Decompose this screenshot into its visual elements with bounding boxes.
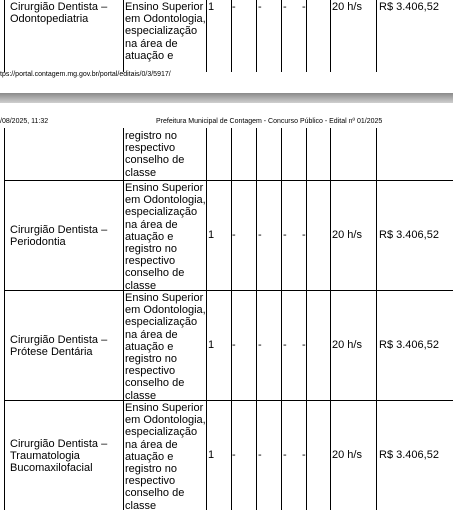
table-column-border	[123, 128, 124, 181]
escolaridade-cell	[125, 182, 210, 292]
vagas-cell: 1	[208, 449, 215, 461]
table-row	[0, 181, 453, 291]
escolaridade-cell	[125, 1, 210, 62]
cargo-cell	[10, 438, 122, 475]
table-column-border	[256, 0, 257, 72]
dash-cell: -	[283, 1, 287, 13]
table-column-border	[330, 128, 331, 181]
dash-cell: -	[302, 449, 306, 461]
table-column-border	[281, 128, 282, 181]
escolaridade-line: registro no	[125, 353, 177, 366]
escolaridade-line: conselho de	[125, 267, 185, 280]
table-column-border	[376, 401, 377, 510]
table-column-border	[376, 128, 377, 181]
escolaridade-line: atuação e	[125, 230, 174, 243]
dash-cell: -	[258, 1, 262, 13]
table-column-border	[376, 291, 377, 401]
escolaridade-line: conselho de	[125, 154, 185, 167]
table-column-border	[4, 291, 5, 401]
table-column-border	[123, 401, 124, 510]
escolaridade-line: na área de	[125, 328, 178, 341]
pdf-page-top	[0, 0, 453, 80]
cargo-line: Cirurgião Dentista –	[10, 334, 108, 346]
escolaridade-line: atuação e	[125, 49, 174, 62]
cargo-line: Periodontia	[10, 236, 66, 249]
dash-cell: -	[302, 229, 306, 241]
table-column-border	[123, 0, 124, 72]
cargo-line: Bucomaxilofacial	[10, 462, 93, 475]
vagas-cell: 1	[208, 339, 215, 351]
table-column-border	[306, 128, 307, 181]
carga-horaria-cell: 20 h/s	[332, 339, 362, 351]
carga-horaria-cell: 20 h/s	[332, 449, 362, 461]
table-column-border	[4, 128, 5, 181]
escolaridade-line: respectivo	[125, 475, 176, 488]
escolaridade-line: especialização	[125, 316, 198, 329]
escolaridade-line: atuação e	[125, 340, 174, 353]
table-column-border	[306, 181, 307, 291]
table-column-border	[330, 401, 331, 510]
footer-url: tps://portal.contagem.mg.gov.br/portal/editais/0/3/5917/	[0, 71, 171, 78]
escolaridade-line: respectivo	[125, 365, 176, 378]
escolaridade-line: em Odontologia,	[125, 13, 206, 26]
table-column-border	[123, 181, 124, 291]
table-column-border	[4, 0, 5, 72]
table-column-border	[330, 291, 331, 401]
dash-cell: -	[258, 449, 262, 461]
dash-cell: -	[258, 339, 262, 351]
escolaridade-line: registro no	[125, 463, 177, 476]
dash-cell: -	[232, 339, 236, 351]
escolaridade-line: respectivo	[125, 255, 176, 268]
table-column-border	[256, 181, 257, 291]
cargo-cell	[10, 1, 122, 25]
salario-cell: R$ 3.406,52	[379, 449, 439, 461]
escolaridade-line: especialização	[125, 426, 198, 439]
escolaridade-line: em Odontologia,	[125, 194, 206, 207]
table-column-border	[123, 291, 124, 401]
escolaridade-cell	[125, 292, 210, 402]
escolaridade-line: registro no	[125, 243, 177, 256]
dash-cell: -	[232, 1, 236, 13]
escolaridade-line: atuação e	[125, 450, 174, 463]
escolaridade-line: Ensino Superior	[125, 402, 204, 414]
dash-cell: -	[302, 339, 306, 351]
escolaridade-line: na área de	[125, 438, 178, 451]
table-row	[0, 291, 453, 401]
table-row	[0, 401, 453, 510]
dash-cell: -	[283, 449, 287, 461]
table-column-border	[330, 0, 331, 72]
table-column-border	[231, 128, 232, 181]
escolaridade-line: Ensino Superior	[125, 182, 204, 194]
cargo-cell	[10, 334, 122, 358]
print-header-title: Prefeitura Municipal de Contagem - Concurso Público - Edital nº 01/2025	[156, 118, 383, 125]
escolaridade-line: conselho de	[125, 487, 185, 500]
cargo-line: Cirurgião Dentista –	[10, 438, 108, 450]
escolaridade-line: na área de	[125, 37, 178, 50]
dash-cell: -	[258, 229, 262, 241]
dash-cell: -	[283, 229, 287, 241]
cargo-line: Traumatologia	[10, 450, 80, 463]
escolaridade-line: conselho de	[125, 377, 185, 390]
table-column-border	[306, 0, 307, 72]
escolaridade-cell	[125, 402, 210, 510]
cargo-cell	[10, 224, 122, 248]
table-row-continuation	[0, 128, 453, 181]
cargo-line: Prótese Dentária	[10, 346, 93, 359]
table-row	[0, 0, 453, 72]
table-column-border	[256, 291, 257, 401]
cargo-line: Cirurgião Dentista –	[10, 1, 108, 13]
table-column-border	[256, 128, 257, 181]
salario-cell: R$ 3.406,52	[379, 1, 439, 13]
table-column-border	[306, 291, 307, 401]
table-column-border	[4, 401, 5, 510]
table-column-border	[330, 181, 331, 291]
page-separator	[0, 93, 453, 103]
vagas-cell: 1	[208, 229, 215, 241]
escolaridade-line: respectivo	[125, 142, 176, 155]
escolaridade-line: classe	[125, 389, 157, 402]
cargo-line: Cirurgião Dentista –	[10, 224, 108, 236]
escolaridade-continuation	[125, 130, 210, 179]
dash-cell: -	[283, 339, 287, 351]
salario-cell: R$ 3.406,52	[379, 339, 439, 351]
salario-cell: R$ 3.406,52	[379, 229, 439, 241]
table-column-border	[376, 0, 377, 72]
carga-horaria-cell: 20 h/s	[332, 1, 362, 13]
escolaridade-line: registro no	[125, 130, 177, 142]
carga-horaria-cell: 20 h/s	[332, 229, 362, 241]
dash-cell: -	[232, 229, 236, 241]
escolaridade-line: especialização	[125, 206, 198, 219]
table-column-border	[306, 401, 307, 510]
table-column-border	[4, 181, 5, 291]
table-column-border	[281, 291, 282, 401]
table-column-border	[281, 0, 282, 72]
dash-cell: -	[232, 449, 236, 461]
table-column-border	[376, 181, 377, 291]
print-header-date: /08/2025, 11:32	[0, 118, 49, 125]
cargo-line: Odontopediatria	[10, 13, 89, 26]
escolaridade-line: na área de	[125, 218, 178, 231]
pdf-page-bottom	[0, 104, 453, 510]
escolaridade-line: classe	[125, 499, 157, 510]
escolaridade-line: em Odontologia,	[125, 304, 206, 317]
escolaridade-line: Ensino Superior	[125, 292, 204, 304]
escolaridade-line: Ensino Superior	[125, 1, 204, 13]
table-column-border	[281, 181, 282, 291]
table-column-border	[256, 401, 257, 510]
escolaridade-line: classe	[125, 166, 157, 179]
escolaridade-line: classe	[125, 279, 157, 292]
vagas-cell: 1	[208, 1, 215, 13]
table-column-border	[281, 401, 282, 510]
dash-cell: -	[302, 1, 306, 13]
escolaridade-line: especialização	[125, 25, 198, 38]
escolaridade-line: em Odontologia,	[125, 414, 206, 427]
